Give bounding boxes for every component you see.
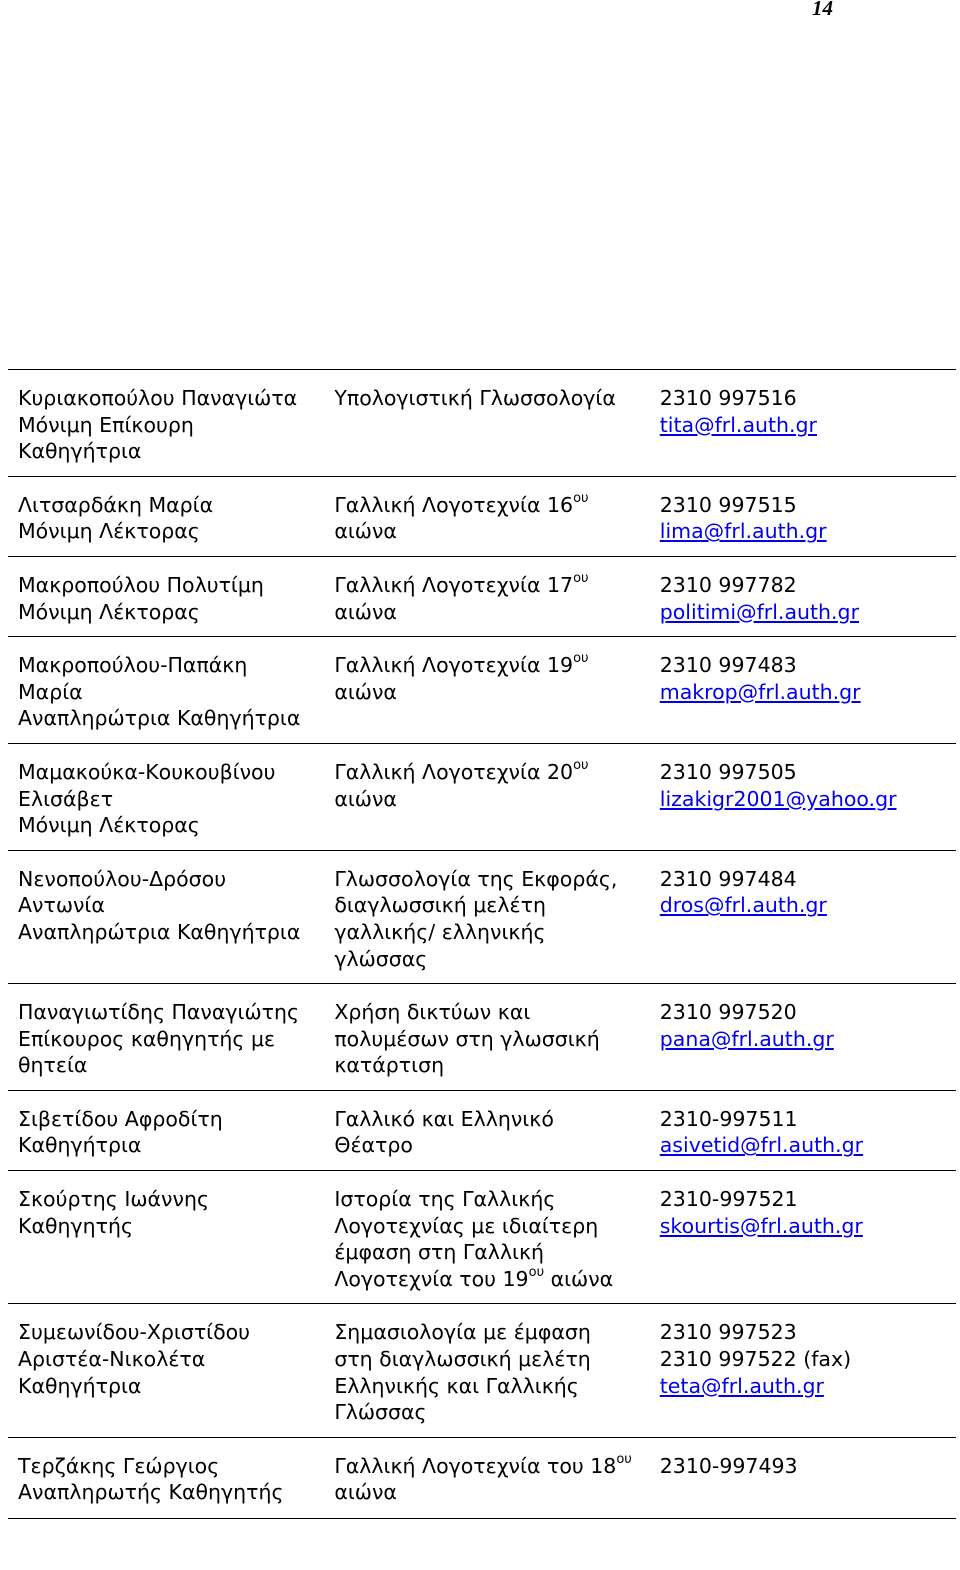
- email-link[interactable]: tita@frl.auth.gr: [659, 412, 817, 437]
- staff-name: Σιβετίδου Αφροδίτη: [18, 1106, 223, 1131]
- subject-cell: [324, 1437, 649, 1518]
- subject-line: [334, 1479, 649, 1506]
- staff-title-line: Αναπληρώτρια Καθηγήτρια: [18, 706, 301, 731]
- email-link[interactable]: dros@frl.auth.gr: [659, 893, 827, 918]
- staff-name: Μαμακούκα-Κουκουβίνου: [18, 759, 276, 784]
- staff-name-cell: [8, 850, 324, 983]
- staff-title-line: Καθηγήτρια: [18, 439, 142, 464]
- phone-number: 2310-997493: [659, 1453, 798, 1478]
- subject-text: γαλλικής/ ελληνικής: [334, 919, 546, 944]
- subject-text: αιώνα: [334, 786, 397, 811]
- staff-name: Παναγιωτίδης Παναγιώτης: [18, 1000, 299, 1025]
- staff-name-cell: [8, 637, 324, 744]
- staff-title-line: Αριστέα-Νικολέτα: [18, 1347, 206, 1372]
- subject-line: [334, 1026, 649, 1053]
- staff-title-line: Καθηγήτρια: [18, 1373, 142, 1398]
- staff-row: [8, 1437, 956, 1518]
- phone-number: 2310 997782: [659, 572, 797, 597]
- staff-name-cell: [8, 1171, 324, 1304]
- subject-text: Γαλλική Λογοτεχνία του 18: [334, 1453, 617, 1478]
- ordinal-superscript: ου: [573, 571, 589, 587]
- subject-text: Ιστορία της Γαλλικής: [334, 1187, 556, 1212]
- phone-number: 2310 997520: [659, 1000, 797, 1025]
- subject-text: Υπολογιστική Γλωσσολογία: [334, 386, 616, 410]
- staff-title-line: Μόνιμη Λέκτορας: [18, 813, 200, 838]
- contact-cell: [650, 370, 956, 477]
- phone-number: 2310 997483: [659, 653, 797, 678]
- subject-line: [334, 866, 649, 893]
- ordinal-superscript: ου: [616, 1451, 632, 1467]
- subject-text: Θέατρο: [334, 1133, 413, 1158]
- staff-name: Συμεωνίδου-Χριστίδου: [18, 1320, 251, 1345]
- subject-line: [334, 1239, 649, 1266]
- subject-cell: [324, 556, 649, 636]
- contact-cell: [650, 637, 956, 744]
- subject-cell: [324, 476, 649, 556]
- staff-title-line: Μόνιμη Λέκτορας: [18, 519, 200, 544]
- staff-title-line: Επίκουρος καθηγητής με: [18, 1026, 276, 1051]
- staff-name-cell: [8, 1304, 324, 1437]
- contact-cell: [650, 476, 956, 556]
- staff-name: Νενοπούλου-Δρόσου: [18, 866, 227, 891]
- email-link[interactable]: makrop@frl.auth.gr: [659, 679, 861, 704]
- subject-line: [334, 1373, 649, 1400]
- subject-line: [334, 1106, 649, 1133]
- subject-line: [334, 652, 649, 679]
- subject-line: [334, 946, 649, 973]
- subject-line: [334, 385, 649, 412]
- subject-cell: [324, 984, 649, 1091]
- subject-text: αιώνα: [334, 1480, 397, 1505]
- subject-text: Γαλλική Λογοτεχνία 20: [334, 759, 574, 784]
- contact-cell: [650, 1437, 956, 1518]
- subject-line: [334, 1453, 649, 1480]
- staff-title-line: Ελισάβετ: [18, 786, 114, 811]
- phone-number: 2310 997515: [659, 492, 797, 517]
- email-link[interactable]: asivetid@frl.auth.gr: [659, 1133, 864, 1158]
- subject-line: [334, 1186, 649, 1213]
- subject-line: [334, 1052, 649, 1079]
- staff-name-cell: [8, 984, 324, 1091]
- subject-cell: [324, 1304, 649, 1437]
- subject-text: αιώνα: [334, 679, 397, 704]
- page-number: 14: [812, 0, 833, 20]
- subject-text: Λογοτεχνίας με ιδιαίτερη: [334, 1213, 599, 1238]
- phone-number: 2310 997522 (fax): [659, 1347, 852, 1372]
- subject-line: [334, 759, 649, 786]
- contact-cell: [650, 984, 956, 1091]
- ordinal-superscript: ου: [573, 490, 589, 506]
- subject-text: Λογοτεχνία του 19: [334, 1266, 529, 1291]
- subject-text: αιώνα: [334, 519, 397, 544]
- subject-cell: [324, 1090, 649, 1170]
- contact-cell: [650, 1171, 956, 1304]
- staff-rows: [8, 370, 956, 1519]
- staff-name: Μακροπούλου-Παπάκη: [18, 653, 248, 678]
- staff-row: [8, 556, 956, 636]
- subject-line: [334, 1266, 649, 1293]
- subject-line: [334, 786, 649, 813]
- staff-row: [8, 850, 956, 983]
- subject-text: Γαλλικό και Ελληνικό: [334, 1106, 554, 1131]
- staff-title-line: Καθηγητής: [18, 1213, 133, 1238]
- subject-cell: [324, 743, 649, 850]
- subject-line: [334, 572, 649, 599]
- staff-name: Μακροπούλου Πολυτίμη: [18, 572, 264, 597]
- subject-text-after: αιώνα: [544, 1266, 614, 1291]
- subject-text: στη διαγλωσσική μελέτη: [334, 1347, 591, 1372]
- subject-line: [334, 892, 649, 919]
- staff-title-line: Καθηγήτρια: [18, 1133, 142, 1158]
- subject-text: Γλωσσολογία της Εκφοράς,: [334, 866, 618, 891]
- subject-text: Γαλλική Λογοτεχνία 17: [334, 572, 574, 597]
- staff-row: [8, 1171, 956, 1304]
- subject-text: Χρήση δικτύων και: [334, 1000, 531, 1025]
- subject-line: [334, 1399, 649, 1426]
- staff-row: [8, 984, 956, 1091]
- email-link[interactable]: skourtis@frl.auth.gr: [659, 1213, 863, 1238]
- staff-title-line: Μαρία: [18, 679, 83, 704]
- contact-cell: [650, 743, 956, 850]
- subject-text: γλώσσας: [334, 946, 428, 971]
- staff-name-cell: [8, 370, 324, 477]
- subject-cell: [324, 850, 649, 983]
- phone-number: 2310 997484: [659, 866, 797, 891]
- staff-row: [8, 637, 956, 744]
- staff-directory-table: [8, 369, 956, 1519]
- subject-text: Γαλλική Λογοτεχνία 19: [334, 653, 574, 678]
- staff-row: [8, 476, 956, 556]
- staff-name-cell: [8, 1090, 324, 1170]
- staff-title-line: Αναπληρώτρια Καθηγήτρια: [18, 919, 301, 944]
- staff-title-line: Αντωνία: [18, 893, 105, 918]
- contact-cell: [650, 556, 956, 636]
- staff-title-line: Μόνιμη Επίκουρη: [18, 412, 194, 437]
- contact-cell: [650, 1304, 956, 1437]
- subject-text: αιώνα: [334, 599, 397, 624]
- staff-name: Σκούρτης Ιωάννης: [18, 1187, 209, 1212]
- ordinal-superscript: ου: [528, 1265, 545, 1281]
- staff-name-cell: [8, 556, 324, 636]
- subject-text: έμφαση στη Γαλλική: [334, 1240, 545, 1265]
- subject-line: [334, 518, 649, 545]
- staff-title-line: Μόνιμη Λέκτορας: [18, 599, 200, 624]
- phone-number: 2310-997521: [659, 1187, 798, 1212]
- staff-name: Κυριακοπούλου Παναγιώτα: [18, 386, 298, 410]
- subject-text: πολυμέσων στη γλωσσική: [334, 1026, 600, 1051]
- subject-line: [334, 1346, 649, 1373]
- subject-text: Ελληνικής και Γαλλικής: [334, 1373, 579, 1398]
- subject-text: Γλώσσας: [334, 1400, 427, 1425]
- subject-line: [334, 1132, 649, 1159]
- subject-line: [334, 1213, 649, 1240]
- staff-row: [8, 1304, 956, 1437]
- subject-line: [334, 679, 649, 706]
- subject-text: κατάρτιση: [334, 1053, 445, 1078]
- contact-cell: [650, 850, 956, 983]
- subject-line: [334, 999, 649, 1026]
- staff-name: Λιτσαρδάκη Μαρία: [18, 492, 214, 517]
- subject-text: Σημασιολογία με έμφαση: [334, 1320, 591, 1345]
- email-link[interactable]: lima@frl.auth.gr: [659, 519, 827, 544]
- ordinal-superscript: ου: [573, 651, 589, 667]
- staff-title-line: θητεία: [18, 1053, 88, 1078]
- staff-name-cell: [8, 476, 324, 556]
- staff-row: [8, 743, 956, 850]
- phone-number: 2310 997523: [659, 1320, 797, 1345]
- subject-line: [334, 1319, 649, 1346]
- phone-number: 2310-997511: [659, 1106, 798, 1131]
- phone-number: 2310 997505: [659, 759, 797, 784]
- email-link[interactable]: pana@frl.auth.gr: [659, 1026, 834, 1051]
- staff-name: Τερζάκης Γεώργιος: [18, 1453, 220, 1478]
- email-link[interactable]: teta@frl.auth.gr: [659, 1373, 824, 1398]
- subject-cell: [324, 637, 649, 744]
- subject-line: [334, 492, 649, 519]
- subject-line: [334, 599, 649, 626]
- staff-row: [8, 1090, 956, 1170]
- staff-name-cell: [8, 1437, 324, 1518]
- subject-text: διαγλωσσική μελέτη: [334, 893, 546, 918]
- staff-row: [8, 370, 956, 477]
- email-link[interactable]: lizakigr2001@yahoo.gr: [659, 786, 897, 811]
- contact-cell: [650, 1090, 956, 1170]
- phone-number: 2310 997516: [659, 386, 797, 410]
- staff-title-line: Αναπληρωτής Καθηγητής: [18, 1480, 284, 1505]
- subject-line: [334, 919, 649, 946]
- subject-cell: [324, 1171, 649, 1304]
- subject-cell: [324, 370, 649, 477]
- ordinal-superscript: ου: [573, 758, 589, 774]
- subject-text: Γαλλική Λογοτεχνία 16: [334, 492, 574, 517]
- staff-name-cell: [8, 743, 324, 850]
- email-link[interactable]: politimi@frl.auth.gr: [659, 599, 859, 624]
